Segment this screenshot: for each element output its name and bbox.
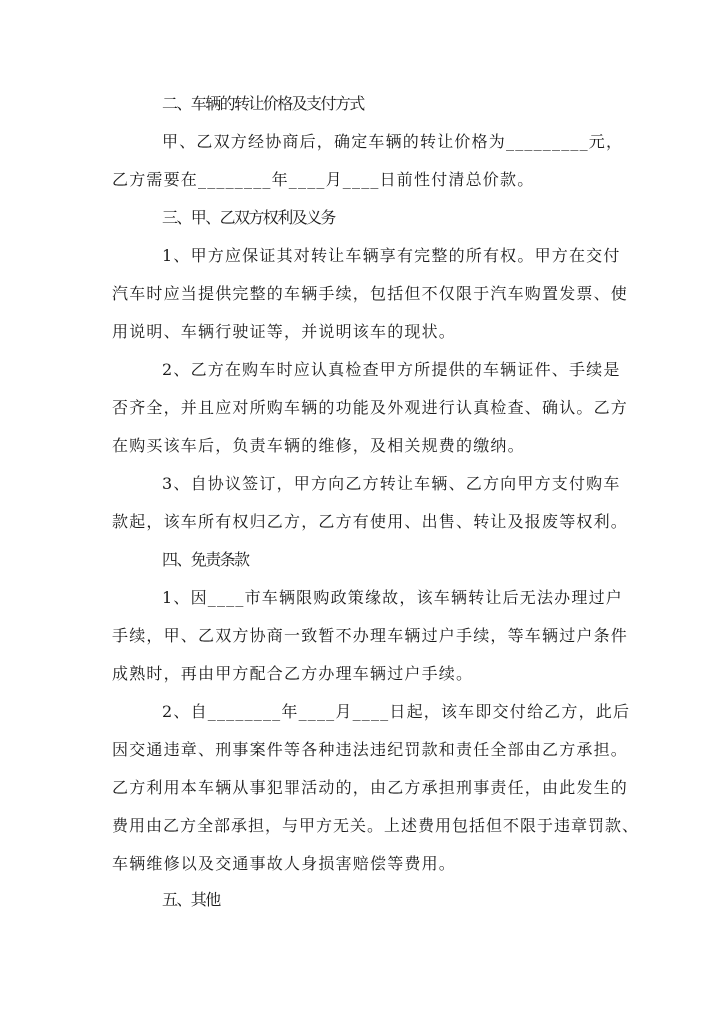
section-heading-3: 三、甲、乙双方权利及义务 [162,208,335,227]
section-heading-2: 二、车辆的转让价格及支付方式 [162,94,364,113]
section-heading-5: 五、其他 [162,890,220,909]
paragraph-line: 在购买该车后，负责车辆的维修，及相关规费的缴纳。 [112,436,525,455]
paragraph-line: 否齐全，并且应对所购车辆的功能及外观进行认真检查、确认。乙方 [112,398,629,417]
paragraph-line: 汽车时应当提供完整的车辆手续，包括但不仅限于汽车购置发票、使 [112,284,629,303]
paragraph-line: 车辆维修以及交通事故人身损害赔偿等费用。 [112,854,457,873]
paragraph-line: 乙方需要在________年____月____日前性付清总价款。 [112,170,535,189]
paragraph-line: 甲、乙双方经协商后，确定车辆的转让价格为_________元， [162,132,624,151]
paragraph-line: 用说明、车辆行驶证等，并说明该车的现状。 [112,322,457,341]
paragraph-line: 因交通违章、刑事案件等各种违法违纪罚款和责任全部由乙方承担。 [112,740,629,759]
section-heading-4: 四、免责条款 [162,550,249,569]
paragraph-line: 2、乙方在购车时应认真检查甲方所提供的车辆证件、手续是 [162,360,621,379]
paragraph-line: 手续，甲、乙双方协商一致暂不办理车辆过户手续，等车辆过户条件 [112,626,629,645]
paragraph-line: 费用由乙方全部承担，与甲方无关。上述费用包括但不限于违章罚款、 [112,816,640,835]
paragraph-line: 1、因____市车辆限购政策缘故，该车辆转让后无法办理过户 [162,588,623,607]
paragraph-line: 成熟时，再由甲方配合乙方办理车辆过户手续。 [112,664,474,683]
paragraph-line: 2、自________年____月____日起，该车即交付给乙方，此后 [162,702,631,721]
paragraph-line: 乙方利用本车辆从事犯罪活动的，由乙方承担刑事责任，由此发生的 [112,778,629,797]
paragraph-line: 3、自协议签订，甲方向乙方转让车辆、乙方向甲方支付购车 [162,474,621,493]
paragraph-line: 款起，该车所有权归乙方，乙方有使用、出售、转让及报废等权利。 [112,512,629,531]
paragraph-line: 1、甲方应保证其对转让车辆享有完整的所有权。甲方在交付 [162,246,621,265]
